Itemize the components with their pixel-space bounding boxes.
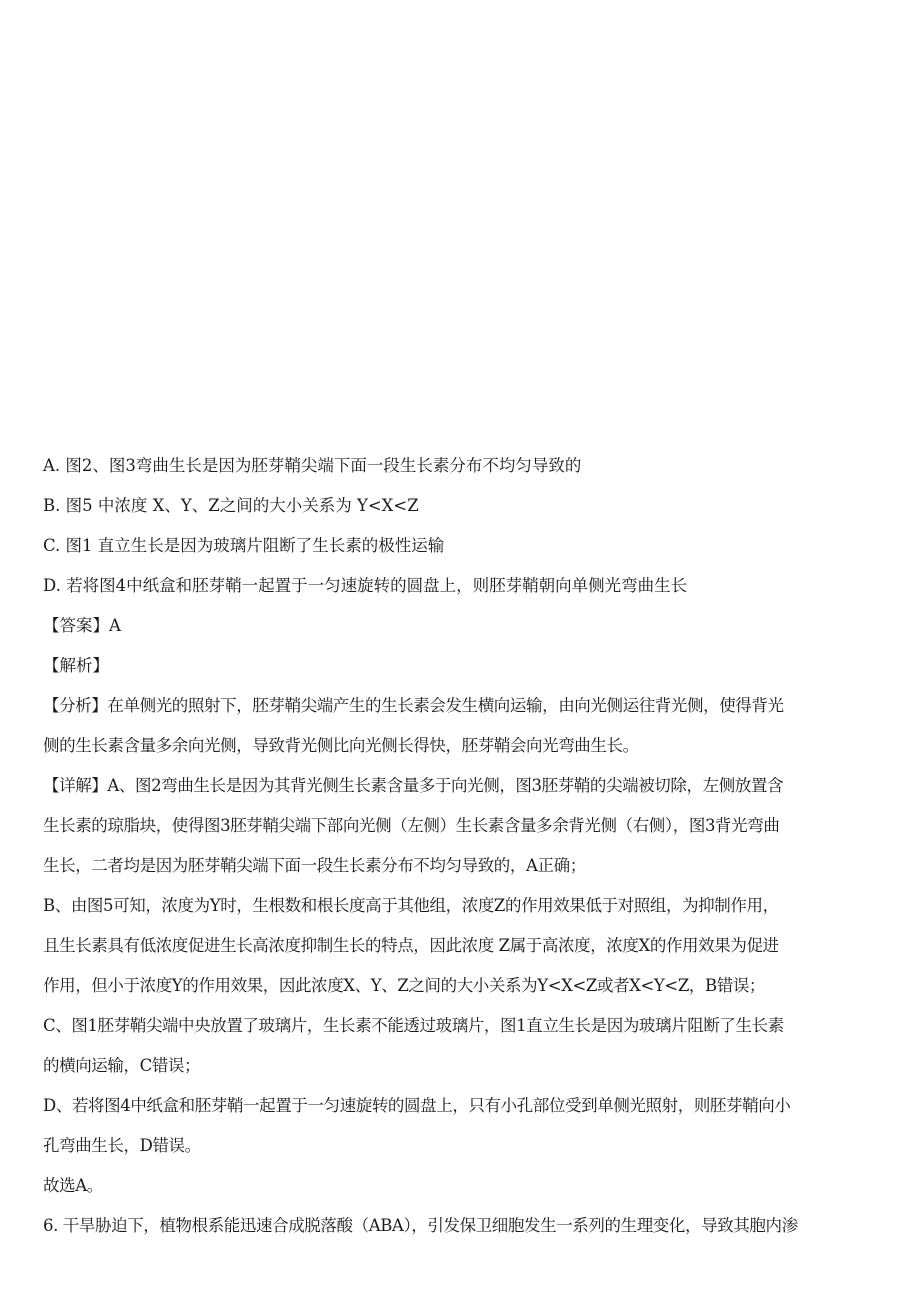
explanation-line: B、由图5可知，浓度为Y时，生根数和根长度高于其他组，浓度Z的作用效果低于对照组，为抑制作用， (43, 896, 779, 915)
explanation-line: 的横向运输，C错误； (43, 1056, 201, 1075)
explanation-line: 孔弯曲生长，D错误。 (43, 1136, 201, 1155)
next-question-line: 6. 干旱胁迫下，植物根系能迅速合成脱落酸（ABA），引发保卫细胞发生一系列的生理变化，导致其胞内渗 (43, 1216, 798, 1235)
explanation-line: 故选A。 (43, 1176, 103, 1195)
explanation-line: C、图1胚芽鞘尖端中央放置了玻璃片，生长素不能透过玻璃片，图1直立生长是因为玻璃片阻断了生长素 (43, 1016, 784, 1035)
explanation-line: 侧的生长素含量多余向光侧，导致背光侧比向光侧长得快，胚芽鞘会向光弯曲生长。 (43, 736, 639, 755)
analysis-heading: 【解析】 (43, 656, 109, 675)
explanation-line: 生长，二者均是因为胚芽鞘尖端下面一段生长素分布不均匀导致的，A正确； (43, 856, 586, 875)
explanation-line: D、若将图4中纸盒和胚芽鞘一起置于一匀速旋转的圆盘上，只有小孔部位受到单侧光照射，则胚芽鞘向小 (43, 1096, 791, 1115)
explanation-line: 生长素的琼脂块，使得图3胚芽鞘尖端下部向光侧（左侧）生长素含量多余背光侧（右侧），图3背光弯曲 (43, 816, 780, 835)
explanation-line: 【分析】在单侧光的照射下，胚芽鞘尖端产生的生长素会发生横向运输，由向光侧运往背光侧，使得背光 (43, 696, 784, 715)
explanation-line: 【详解】A、图2弯曲生长是因为其背光侧生长素含量多于向光侧，图3胚芽鞘的尖端被切除，左侧放置含 (43, 776, 784, 795)
option-d: D. 若将图4中纸盒和胚芽鞘一起置于一匀速旋转的圆盘上，则胚芽鞘朝向单侧光弯曲生长 (43, 576, 688, 595)
option-c: C. 图1 直立生长是因为玻璃片阻断了生长素的极性运输 (43, 536, 445, 555)
explanation-line: 且生长素具有低浓度促进生长高浓度抑制生长的特点，因此浓度 Z属于高浓度，浓度X的作用效果为促进 (43, 936, 779, 955)
question-content (43, 446, 873, 1246)
answer-line: 【答案】A (43, 616, 121, 635)
option-b: B. 图5 中浓度 X、Y、Z之间的大小关系为 Y<X<Z (43, 496, 419, 515)
option-a: A. 图2、图3弯曲生长是因为胚芽鞘尖端下面一段生长素分布不均匀导致的 (43, 456, 582, 475)
explanation-line: 作用，但小于浓度Y的作用效果，因此浓度X、Y、Z之间的大小关系为Y<X<Z或者X<Y<Z，B错误； (43, 976, 766, 995)
